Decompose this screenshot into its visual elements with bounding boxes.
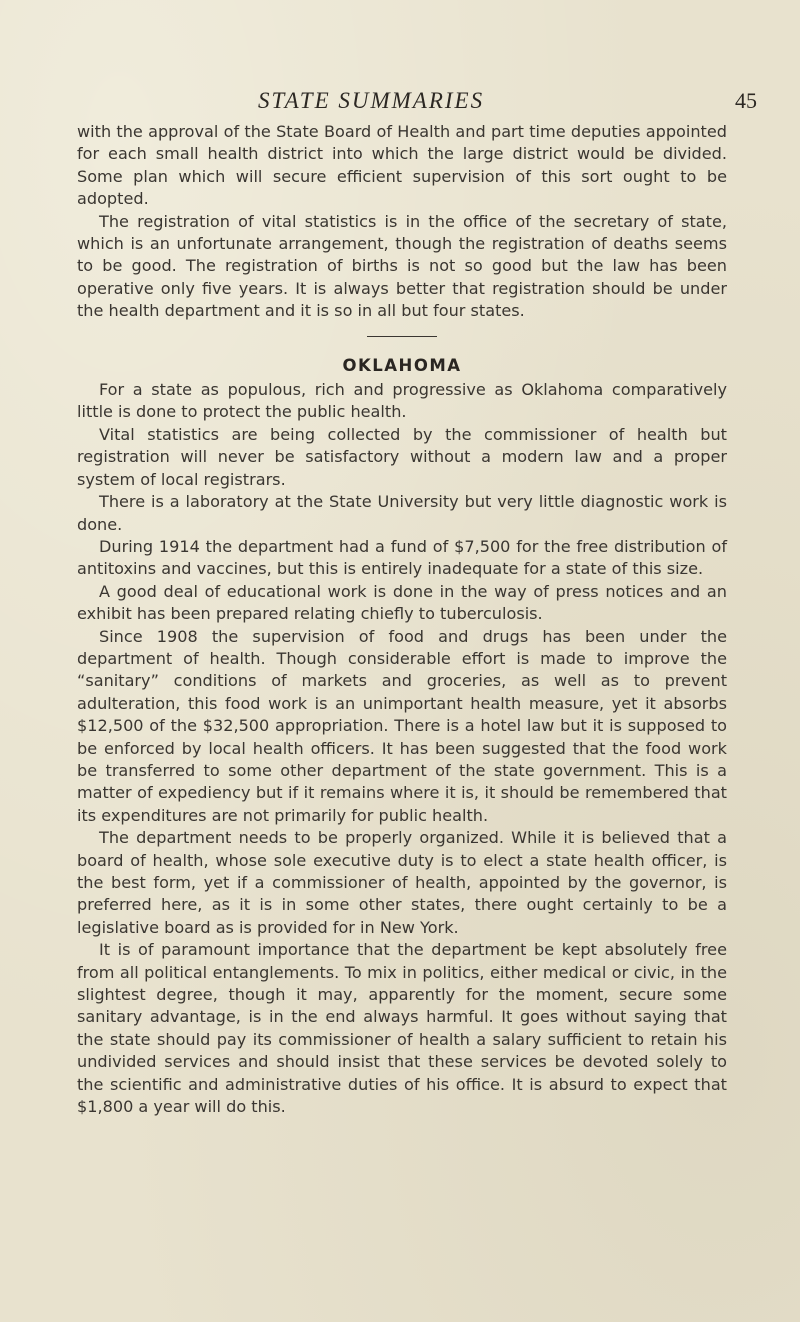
body-text (77, 121, 727, 1118)
paragraph: with the approval of the State Board of Health and part time deputies appointed for each small health district into which the large district would be divided. Some plan which will secure efficient supervision of this sort ought to be adopted. (77, 122, 727, 209)
page-number: 45 (735, 88, 757, 113)
running-head: STATE SUMMARIES (258, 88, 485, 113)
paragraph: A good deal of educational work is done in the way of press notices and an exhibit has been prepared relating chiefly to tuberculosis. (77, 581, 727, 624)
paragraph: Vital statistics are being collected by the commissioner of health but registration will never be satisfactory without a modern law and a proper system of local registrars. (77, 424, 727, 489)
paragraph: There is a laboratory at the State University but very little diagnostic work is done. (77, 492, 727, 534)
paragraph: The registration of vital statistics is in the office of the secretary of state, which is an unfortunate arrangement, though the registration of deaths seems to be good. The registration of births is not so good but the law has been operative only five years. It is always better that registration should be under the health department and it is so in all but four states. (77, 211, 727, 321)
section-heading: OKLAHOMA (342, 355, 462, 375)
paragraph: During 1914 the department had a fund of $7,500 for the free distribution of antitoxins and vaccines, but this is entirely inadequate for a state of this size. (77, 536, 727, 579)
page-header (0, 88, 800, 118)
paragraph: For a state as populous, rich and progressive as Oklahoma comparatively little is done to protect the public health. (77, 380, 727, 422)
section-divider-rule (367, 336, 437, 337)
paragraph: The department needs to be properly organized. While it is believed that a board of health, whose sole executive duty is to elect a state health officer, is the best form, yet if a commissioner of health, appointed by the governor, is preferred here, as it is in some other states, there ought certainly to be a legislative board as is provided for in New York. (77, 828, 727, 937)
paragraph: Since 1908 the supervision of food and drugs has been under the department of health. Though considerable effort is made to improve the “sanitary” conditions of markets and groceries, as well as to prevent adulteration, this food work is an unimportant health measure, yet it absorbs $12,500 of the $32,500 appropriation. There is a hotel law but it is supposed to be enforced by local health officers. It has been suggested that the food work be transferred to some other department of the state government. This is a matter of expediency but if it remains where it is, it should be remembered that its expenditures are not primarily for public health. (77, 626, 727, 825)
paragraph: It is of paramount importance that the department be kept absolutely free from all political entanglements. To mix in politics, either medical or civic, in the slightest degree, though it may, apparently for the moment, secure some sanitary advantage, is in the end always harmful. It goes without saying that the state should pay its commissioner of health a salary sufficient to retain his undivided services and should insist that these services be devoted solely to the scientific and administrative duties of his office. It is absurd to expect that $1,800 a year will do this. (77, 940, 727, 1117)
